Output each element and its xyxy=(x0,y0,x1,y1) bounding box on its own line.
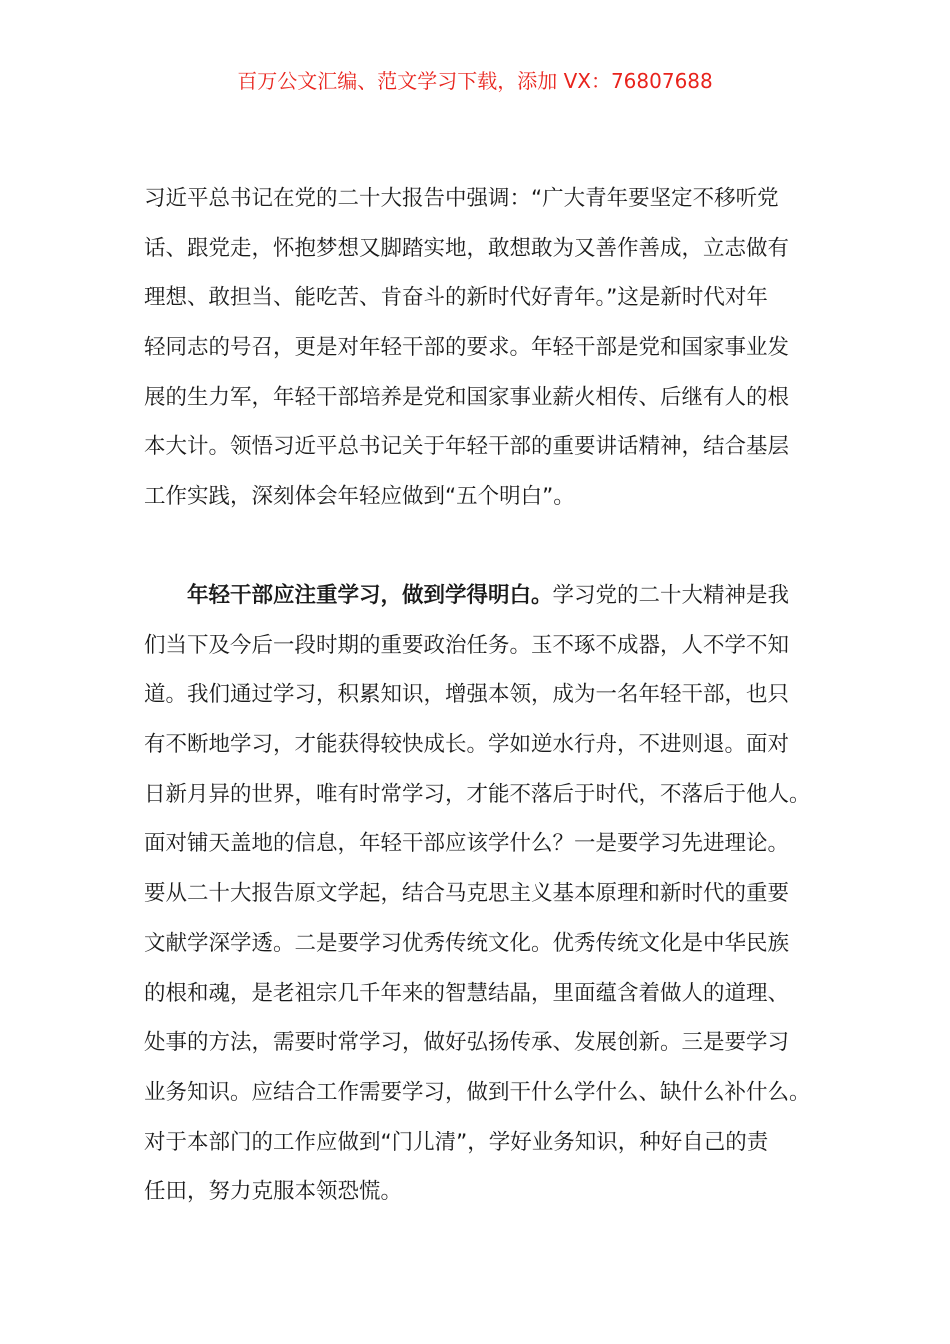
text-line: 理想、敢担当、能吃苦、肯奋斗的新时代好青年。”这是新时代对年 xyxy=(144,285,768,311)
text-line: 对于本部门的工作应做到“门儿清”，学好业务知识，种好自己的责 xyxy=(144,1129,769,1155)
text-line: 本大计。领悟习近平总书记关于年轻干部的重要讲话精神，结合基层 xyxy=(144,434,790,460)
paragraph-intro xyxy=(144,174,804,522)
text-line: 任田，努力克服本领恐慌。 xyxy=(144,1179,403,1205)
text-line: 日新月异的世界，唯有时常学习，才能不落后于时代，不落后于他人。 xyxy=(144,781,811,807)
text-line: 面对铺天盖地的信息，年轻干部应该学什么？一是要学习先进理论。 xyxy=(144,831,790,857)
text-line: 的根和魂，是老祖宗几千年来的智慧结晶，里面蕴含着做人的道理、 xyxy=(144,980,790,1006)
text-line: 们当下及今后一段时期的重要政治任务。玉不琢不成器，人不学不知 xyxy=(144,632,790,658)
text-line: 习近平总书记在党的二十大报告中强调：“广大青年要坚定不移听党 xyxy=(144,186,779,211)
text-line: 处事的方法，需要时常学习，做好弘扬传承、发展创新。三是要学习 xyxy=(144,1030,790,1056)
section-heading: 年轻干部应注重学习，做到学得明白。 xyxy=(187,583,553,608)
text-line: 有不断地学习，才能获得较快成长。学如逆水行舟，不进则退。面对 xyxy=(144,732,790,758)
text-line: 展的生力军，年轻干部培养是党和国家事业薪火相传、后继有人的根 xyxy=(144,384,790,410)
text-line: 工作实践，深刻体会年轻应做到“五个明白”。 xyxy=(144,484,575,510)
text-line: 轻同志的号召，更是对年轻干部的要求。年轻干部是党和国家事业发 xyxy=(144,335,790,361)
text-line-first xyxy=(144,571,804,621)
text-line: 道。我们通过学习，积累知识，增强本领，成为一名年轻干部，也只 xyxy=(144,682,790,708)
text-line: 要从二十大报告原文学起，结合马克思主义基本原理和新时代的重要 xyxy=(144,881,790,907)
text-line: 文献学深学透。二是要学习优秀传统文化。优秀传统文化是中华民族 xyxy=(144,930,790,956)
text-run: 学习党的二十大精神是我 xyxy=(552,583,790,608)
watermark-header: 百万公文汇编、范文学习下载，添加 VX：76807688 xyxy=(237,69,713,93)
paragraph-learning xyxy=(144,571,811,1217)
text-line: 业务知识。应结合工作需要学习，做到干什么学什么、缺什么补什么。 xyxy=(144,1079,811,1105)
text-line: 话、跟党走，怀抱梦想又脚踏实地，敢想敢为又善作善成，立志做有 xyxy=(144,235,790,261)
